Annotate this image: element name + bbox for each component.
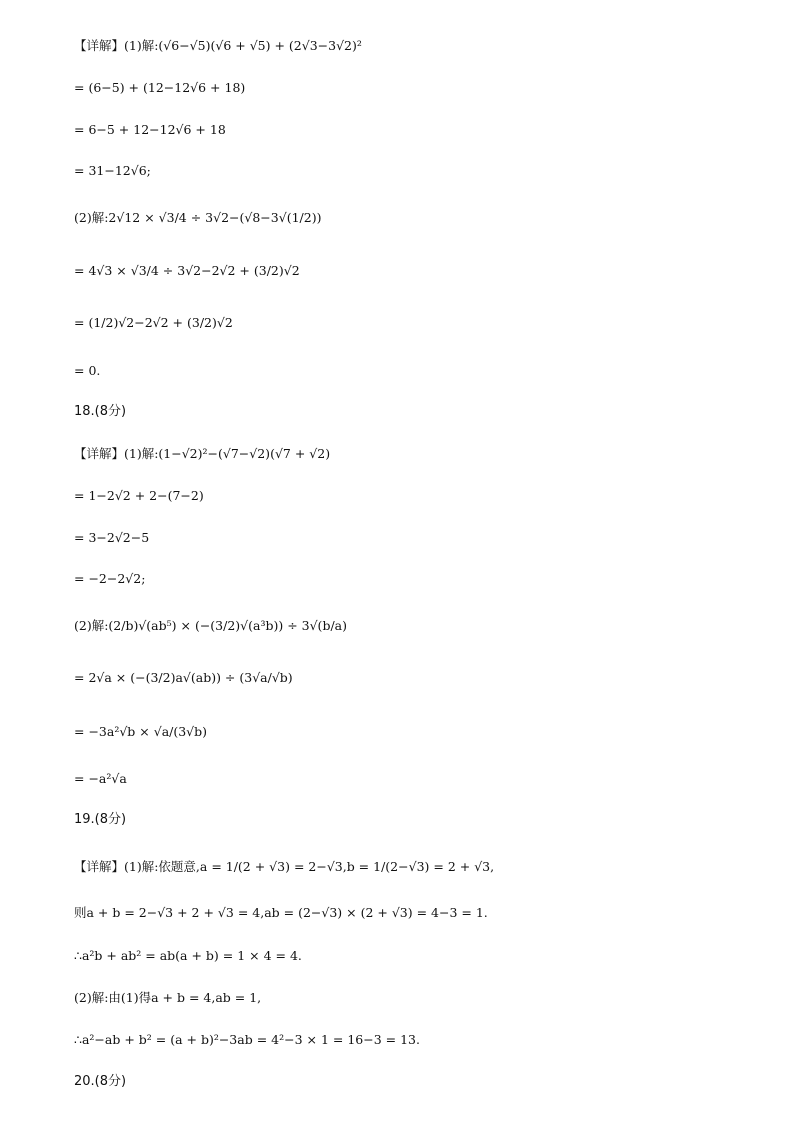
solution-17-part1-result: = 31−12√6; xyxy=(74,163,151,178)
solution-18-part1-header: 【详解】(1)解:(1−√2)²−(√7−√2)(√7 + √2) xyxy=(74,446,331,461)
question-19-heading: 19.(8分) xyxy=(74,812,127,827)
solution-17-part1-step2: = 6−5 + 12−12√6 + 18 xyxy=(74,122,226,137)
solution-19-part1-result: ∴a²b + ab² = ab(a + b) = 1 × 4 = 4. xyxy=(74,948,302,963)
solution-19-part2-header: (2)解:由(1)得a + b = 4,ab = 1, xyxy=(74,990,262,1005)
solution-19-part1-header: 【详解】(1)解:依题意,a = 1/(2 + √3) = 2−√3,b = 1/(2−√3) = 2 + √3, xyxy=(74,859,495,874)
solution-17-part2-step1: = 4√3 × √3/4 ÷ 3√2−2√2 + (3/2)√2 xyxy=(74,263,300,278)
solution-17-part1-header: 【详解】(1)解:(√6−√5)(√6 + √5) + (2√3−3√2)² xyxy=(74,38,362,53)
solution-17-part2-step2: = (1/2)√2−2√2 + (3/2)√2 xyxy=(74,315,233,330)
solution-18-part2-step2: = −3a²√b × √a/(3√b) xyxy=(74,724,208,739)
solution-18-part2-step1: = 2√a × (−(3/2)a√(ab)) ÷ (3√a/√b) xyxy=(74,670,293,685)
question-20-heading: 20.(8分) xyxy=(74,1074,127,1089)
solution-18-part2-header: (2)解:(2/b)√(ab⁵) × (−(3/2)√(a³b)) ÷ 3√(b/a) xyxy=(74,618,347,633)
solution-17-part1-step1: = (6−5) + (12−12√6 + 18) xyxy=(74,80,246,95)
question-18-heading: 18.(8分) xyxy=(74,404,127,419)
solution-17-part2-header: (2)解:2√12 × √3/4 ÷ 3√2−(√8−3√(1/2)) xyxy=(74,210,322,225)
solution-18-part1-step1: = 1−2√2 + 2−(7−2) xyxy=(74,488,204,503)
solution-19-part1-step1: 则a + b = 2−√3 + 2 + √3 = 4,ab = (2−√3) × (2 + √3) = 4−3 = 1. xyxy=(74,905,488,920)
solution-17-part2-result: = 0. xyxy=(74,363,101,378)
solution-18-part1-result: = −2−2√2; xyxy=(74,571,146,586)
solution-18-part2-result: = −a²√a xyxy=(74,771,127,786)
solution-18-part1-step2: = 3−2√2−5 xyxy=(74,530,150,545)
solution-19-part2-result: ∴a²−ab + b² = (a + b)²−3ab = 4²−3 × 1 = 16−3 = 13. xyxy=(74,1032,420,1047)
